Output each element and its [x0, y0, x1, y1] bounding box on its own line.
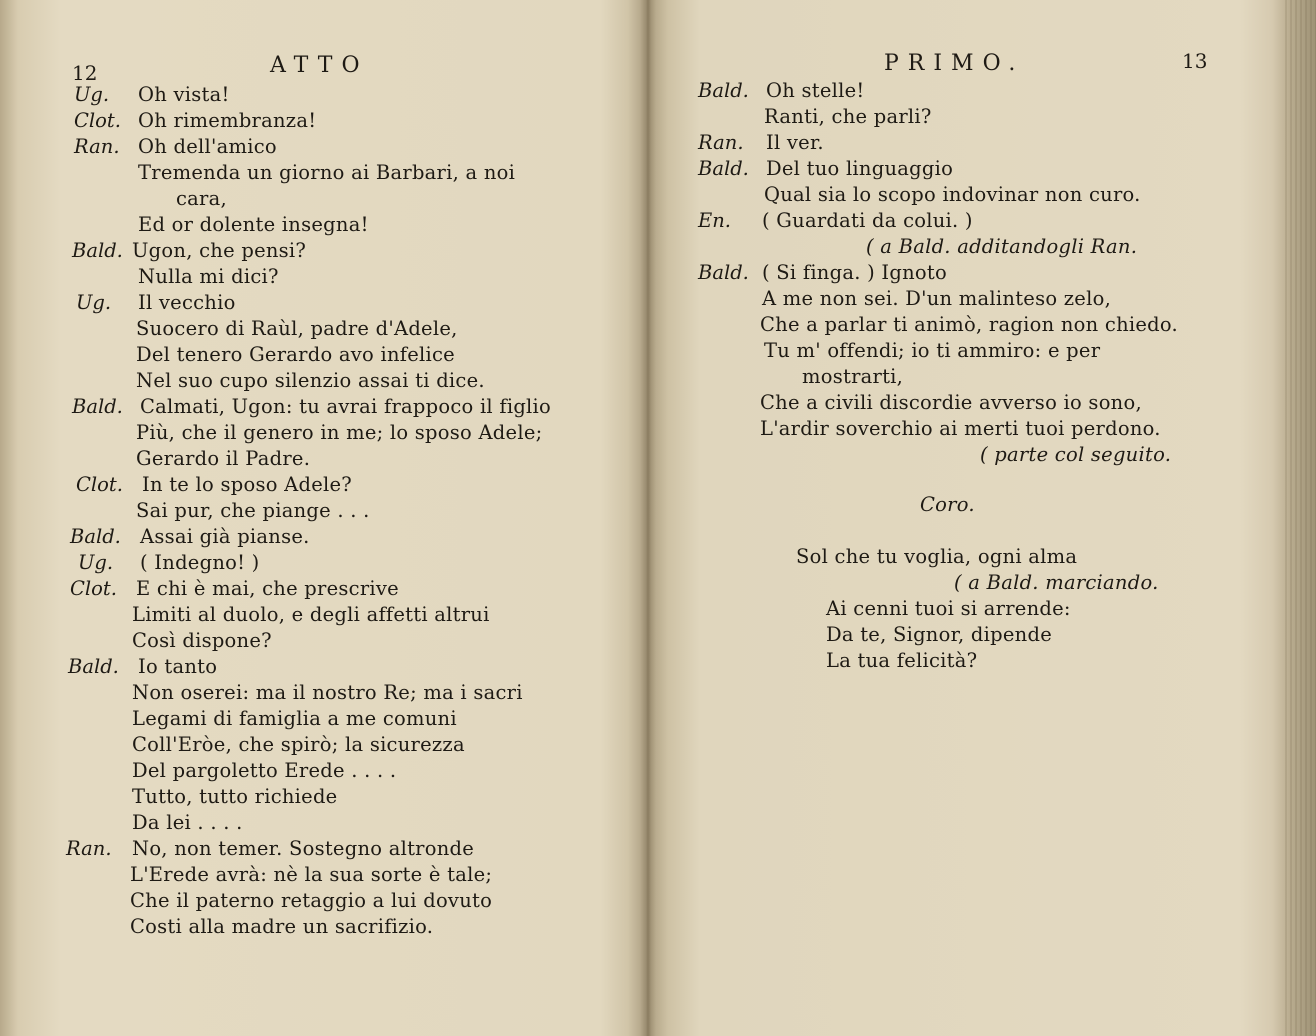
verse-line: Oh vista! [138, 83, 230, 106]
running-head-right: PRIMO. [884, 51, 1025, 76]
verse-line: Del tuo linguaggio [766, 157, 954, 180]
verse-line: Che il paterno retaggio a lui dovuto [130, 889, 493, 912]
verse-line: Più, che il genero in me; lo sposo Adele; [136, 421, 543, 444]
verse-line: L'Erede avrà: nè la sua sorte è tale; [130, 863, 493, 886]
verse-line: Coll'Eròe, che spirò; la sicurezza [132, 733, 465, 756]
speaker: Bald. [698, 79, 749, 102]
speaker: Bald. [68, 655, 119, 678]
speaker: Ran. [74, 135, 120, 158]
verse-line: Ai cenni tuoi si arrende: [826, 597, 1071, 620]
speaker: Bald. [72, 395, 123, 418]
verse-line: cara, [176, 187, 227, 210]
verse-line: mostrarti, [802, 365, 904, 388]
verse-line: Il vecchio [138, 291, 236, 314]
speaker: Ug. [74, 83, 110, 106]
speaker: Ran. [66, 837, 112, 860]
speaker: Clot. [74, 109, 121, 132]
stage-direction: ( parte col seguito. [980, 443, 1172, 466]
speaker: Bald. [72, 239, 123, 262]
speaker: Clot. [70, 577, 117, 600]
verse-line: ( Si finga. ) Ignoto [762, 261, 947, 284]
verse-line: Che a parlar ti animò, ragion non chiedo. [760, 313, 1178, 336]
right-page [650, 0, 1316, 1036]
stage-direction: ( a Bald. marciando. [954, 571, 1159, 594]
verse-line: Io tanto [138, 655, 218, 678]
verse-line: Sai pur, che piange . . . [136, 499, 370, 522]
verse-line: Ed or dolente insegna! [138, 213, 369, 236]
verse-line: Tutto, tutto richiede [132, 785, 338, 808]
page-number-left: 12 [72, 61, 98, 85]
verse-line: Del pargoletto Erede . . . . [132, 759, 397, 782]
verse-line: In te lo sposo Adele? [142, 473, 352, 496]
verse-line: Da lei . . . . [132, 811, 243, 834]
verse-line: Da te, Signor, dipende [826, 623, 1053, 646]
verse-line: Ugon, che pensi? [132, 239, 307, 262]
verse-line: Il ver. [766, 131, 824, 154]
verse-line: Ranti, che parli? [764, 105, 932, 128]
verse-line: Legami di famiglia a me comuni [132, 707, 457, 730]
verse-line: ( Indegno! ) [140, 551, 260, 574]
verse-line: Suocero di Raùl, padre d'Adele, [136, 317, 458, 340]
chorus-heading: Coro. [920, 493, 975, 516]
speaker: Bald. [698, 157, 749, 180]
speaker: Ran. [698, 131, 744, 154]
verse-line: Oh stelle! [766, 79, 865, 102]
verse-line: Costi alla madre un sacrifizio. [130, 915, 434, 938]
speaker: En. [698, 209, 731, 232]
page-number-right: 13 [1182, 49, 1208, 73]
verse-line: Tremenda un giorno ai Barbari, a noi [138, 161, 516, 184]
verse-line: A me non sei. D'un malinteso zelo, [762, 287, 1112, 310]
verse-line: Gerardo il Padre. [136, 447, 311, 470]
verse-line: Nulla mi dici? [138, 265, 279, 288]
verse-line: Calmati, Ugon: tu avrai frappoco il figlio [140, 395, 552, 418]
verse-line: Oh dell'amico [138, 135, 277, 158]
verse-line: Assai già pianse. [140, 525, 310, 548]
verse-line: Del tenero Gerardo avo infelice [136, 343, 455, 366]
verse-line: Che a civili discordie avverso io sono, [760, 391, 1142, 414]
verse-line: Qual sia lo scopo indovinar non curo. [764, 183, 1141, 206]
left-page [0, 0, 646, 1036]
verse-line: Sol che tu voglia, ogni alma [796, 545, 1078, 568]
speaker: Bald. [70, 525, 121, 548]
speaker: Bald. [698, 261, 749, 284]
verse-line: Nel suo cupo silenzio assai ti dice. [136, 369, 485, 392]
verse-line: Oh rimembranza! [138, 109, 317, 132]
running-head-left: ATTO [270, 53, 369, 78]
verse-line: E chi è mai, che prescrive [136, 577, 399, 600]
speaker: Ug. [76, 291, 112, 314]
speaker: Clot. [76, 473, 123, 496]
verse-line: No, non temer. Sostegno altronde [132, 837, 475, 860]
verse-line: Limiti al duolo, e degli affetti altrui [132, 603, 490, 626]
verse-line: La tua felicità? [826, 649, 978, 672]
speaker: Ug. [78, 551, 114, 574]
verse-line: ( Guardati da colui. ) [762, 209, 973, 232]
verse-line: L'ardir soverchio ai merti tuoi perdono. [760, 417, 1161, 440]
verse-line: Non oserei: ma il nostro Re; ma i sacri [132, 681, 523, 704]
stage-direction: ( a Bald. additandogli Ran. [866, 235, 1138, 258]
verse-line: Tu m' offendi; io ti ammiro: e per [764, 339, 1101, 362]
verse-line: Così dispone? [132, 629, 272, 652]
